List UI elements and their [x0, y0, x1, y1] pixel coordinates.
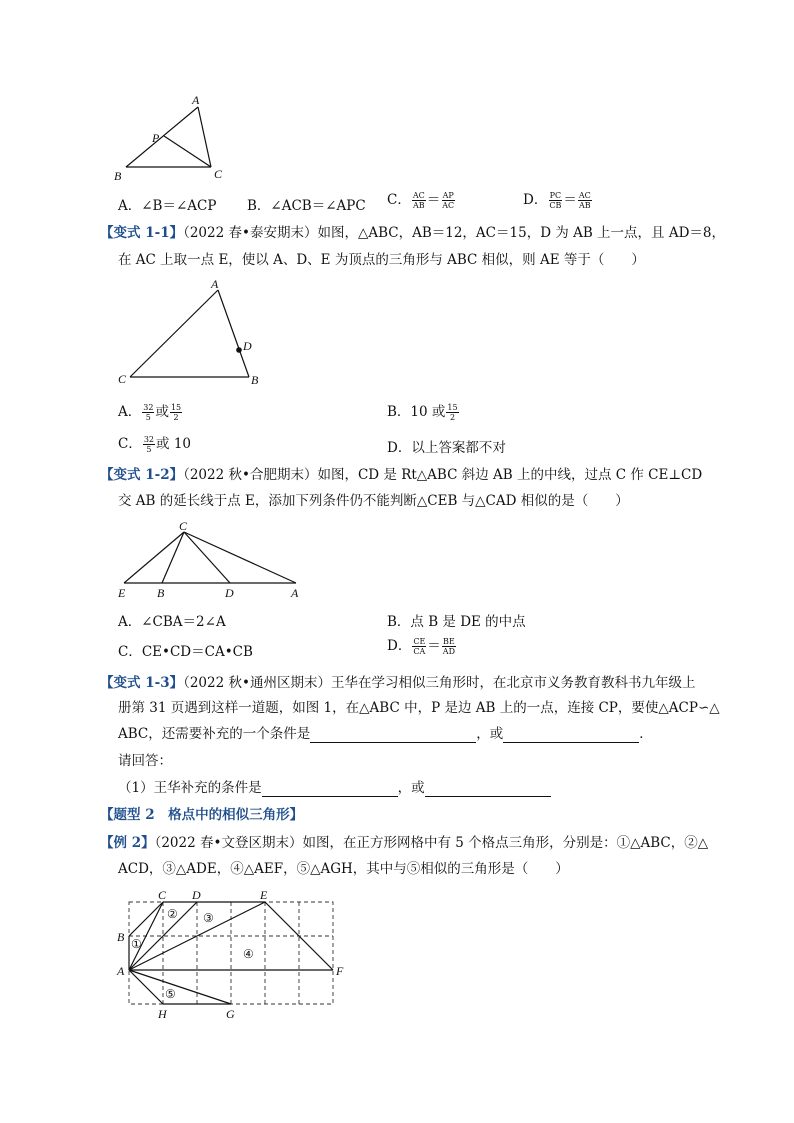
label-b: B — [157, 586, 165, 600]
segment-ce — [124, 532, 184, 583]
segment-ac — [198, 107, 211, 167]
segment-ag — [129, 970, 231, 1004]
label-a: A — [117, 964, 125, 978]
segment-cd — [184, 532, 230, 583]
figure-triangle-abc-p — [108, 92, 238, 184]
segment-cb — [162, 532, 184, 583]
segment-ca — [184, 532, 296, 583]
q11-option-c-prefix: C． — [118, 436, 142, 452]
q11-line1 — [100, 224, 725, 242]
label-d: D — [243, 339, 252, 353]
ex2-line1 — [100, 834, 708, 852]
label-b: B — [114, 169, 122, 183]
region-label-4: ④ — [243, 947, 254, 961]
label-h: H — [158, 1007, 167, 1021]
numerator: 15 — [447, 403, 458, 412]
answer-blank-1[interactable] — [310, 728, 476, 743]
q13-text-line1: （2022 秋•通州区期末）王华在学习相似三角形时，在北京市义务教育教科书九年级上 — [183, 675, 696, 691]
numerator: PC — [549, 191, 562, 200]
numerator: AC — [578, 191, 591, 200]
label-p: P — [152, 131, 160, 145]
q13-line3 — [118, 725, 653, 743]
label-d: D — [225, 586, 234, 600]
question-tag: 【变式 1-3】 — [100, 675, 184, 691]
q0-option-d-prefix: D． — [523, 192, 548, 208]
fraction — [446, 403, 458, 422]
label-a: A — [291, 586, 299, 600]
denominator: CB — [549, 201, 562, 210]
denominator: AC — [442, 201, 455, 210]
q13-line5-or: ，或 — [397, 780, 425, 796]
question-tag: 【例 2】 — [100, 835, 155, 851]
q11-line2: 在 AC 上取一点 E，使以 A、D、E 为顶点的三角形与 ABC 相似，则 AE 等于（ ） — [118, 252, 645, 268]
denominator: 2 — [449, 413, 456, 422]
label-b: B — [251, 373, 259, 387]
numerator: AC — [412, 191, 425, 200]
label-a: A — [192, 93, 200, 107]
fraction — [412, 637, 426, 656]
q12-option-a[interactable]: A．∠CBA＝2∠A — [118, 614, 226, 630]
q13-line1 — [100, 674, 695, 692]
numerator: 32 — [143, 403, 154, 412]
q12-option-d[interactable]: D． $\frac{CE}{CA}$ ＝ $\frac{BE}{AD}$ — [387, 637, 455, 656]
question-tag: 【变式 1-2】 — [100, 467, 184, 483]
q11-option-c[interactable] — [118, 432, 191, 454]
segment-pc — [164, 136, 211, 167]
ex2-line2: ACD，③△ADE，④△AEF，⑤△AGH，其中与⑤相似的三角形是（ ） — [118, 861, 569, 877]
fraction — [143, 435, 155, 454]
q11-option-a[interactable] — [118, 400, 183, 422]
fraction — [442, 637, 456, 656]
region-label-3: ③ — [203, 911, 214, 925]
denominator: 5 — [145, 413, 151, 422]
region-label-2: ② — [167, 907, 178, 921]
denominator: 5 — [146, 445, 152, 454]
q12-text-line1: （2022 秋•合肥期末）如图，CD 是 Rt△ABC 斜边 AB 上的中线，过点 C 作 CE⊥CD — [183, 467, 703, 483]
q13-line3-or: ，或 — [476, 726, 504, 742]
numerator: CE — [413, 637, 426, 646]
answer-blank-4[interactable] — [425, 782, 551, 797]
q0-option-b[interactable]: B．∠ACB＝∠APC — [247, 198, 366, 214]
q0-option-c[interactable]: C． $\frac{AC}{AB}$ ＝ $\frac{AP}{AC}$ — [387, 191, 455, 210]
region-label-1: ① — [131, 937, 142, 951]
denominator: AD — [442, 647, 455, 656]
segment-bc — [129, 902, 163, 936]
ex2-text-line1: （2022 春•文登区期末）如图，在正方形网格中有 5 个格点三角形，分别是：①△ABC，②△ — [154, 835, 709, 851]
q13-line4: 请回答： — [118, 753, 172, 769]
q12-option-c[interactable]: C．CE•CD＝CA•CB — [118, 644, 253, 660]
label-c: C — [158, 888, 167, 902]
label-c: C — [179, 519, 188, 533]
fraction — [412, 191, 426, 210]
label-b: B — [117, 930, 125, 944]
label-e: E — [260, 888, 268, 902]
segment-ba — [126, 107, 198, 167]
q12-option-b[interactable]: B．点 B 是 DE 的中点 — [387, 614, 526, 630]
q11-option-c-suffix: 或 10 — [156, 436, 192, 452]
answer-blank-2[interactable] — [503, 728, 639, 743]
label-d: D — [192, 888, 201, 902]
or-text: 或 — [155, 404, 169, 420]
q0-option-a[interactable]: A．∠B＝∠ACP — [118, 198, 217, 214]
denominator: CA — [413, 647, 426, 656]
denominator: AB — [578, 201, 591, 210]
q13-line3-text: ABC，还需要补充的一个条件是 — [118, 726, 311, 742]
q11-option-b[interactable] — [387, 400, 460, 422]
q13-line2: 册第 31 页遇到这样一道题，如图 1，在△ABC 中，P 是边 AB 上的一点，连接 CP，要使△ACP∽△ — [118, 700, 720, 716]
denominator: 2 — [173, 413, 179, 422]
region-label-5: ⑤ — [165, 987, 176, 1001]
question-tag: 【变式 1-1】 — [100, 225, 184, 241]
q0-option-d[interactable]: D． $\frac{PC}{CB}$ ＝ $\frac{AC}{AB}$ — [523, 191, 591, 210]
label-a: A — [211, 278, 219, 291]
figure-right-triangle-median — [110, 518, 310, 602]
q13-line5-text: （1）王华补充的条件是 — [118, 780, 262, 796]
fraction — [142, 403, 154, 422]
figure-grid-triangles — [112, 884, 352, 1024]
numerator: 15 — [170, 403, 182, 412]
segment-ab — [218, 290, 249, 377]
q11-option-d[interactable]: D．以上答案都不对 — [387, 440, 506, 456]
fraction — [170, 403, 182, 422]
q13-line5 — [118, 779, 551, 797]
label-e: E — [118, 586, 126, 600]
q11-option-b-prefix: B．10 或 — [387, 404, 446, 420]
q11-option-a-prefix: A． — [118, 404, 142, 420]
figure-triangle-acb-d — [110, 278, 270, 390]
point-d — [236, 347, 242, 353]
segment-ca — [130, 290, 218, 377]
dashed-grid — [129, 902, 333, 1004]
q11-text-line1: （2022 春•泰安期末）如图，△ABC，AB＝12，AC＝15，D 为 AB 上一点，且 AD＝8， — [183, 225, 726, 241]
label-c: C — [214, 167, 223, 181]
fraction — [548, 191, 562, 210]
section-heading-type2: 【题型 2 格点中的相似三角形】 — [100, 807, 304, 823]
numerator: 32 — [143, 435, 155, 444]
label-g: G — [226, 1007, 235, 1021]
label-f: F — [336, 964, 344, 978]
q13-line3-end: ． — [639, 726, 653, 742]
denominator: AB — [412, 201, 425, 210]
fraction — [441, 191, 455, 210]
q12-line2: 交 AB 的延长线于点 E，添加下列条件仍不能判断△CEB 与△CAD 相似的是（ ） — [118, 493, 629, 509]
numerator: BE — [443, 637, 455, 646]
q12-option-d-prefix: D． — [387, 638, 412, 654]
fraction — [578, 191, 592, 210]
label-c: C — [118, 372, 127, 386]
numerator: AP — [442, 191, 454, 200]
q12-line1 — [100, 466, 702, 484]
answer-blank-3[interactable] — [262, 782, 398, 797]
q0-option-c-prefix: C． — [387, 192, 411, 208]
